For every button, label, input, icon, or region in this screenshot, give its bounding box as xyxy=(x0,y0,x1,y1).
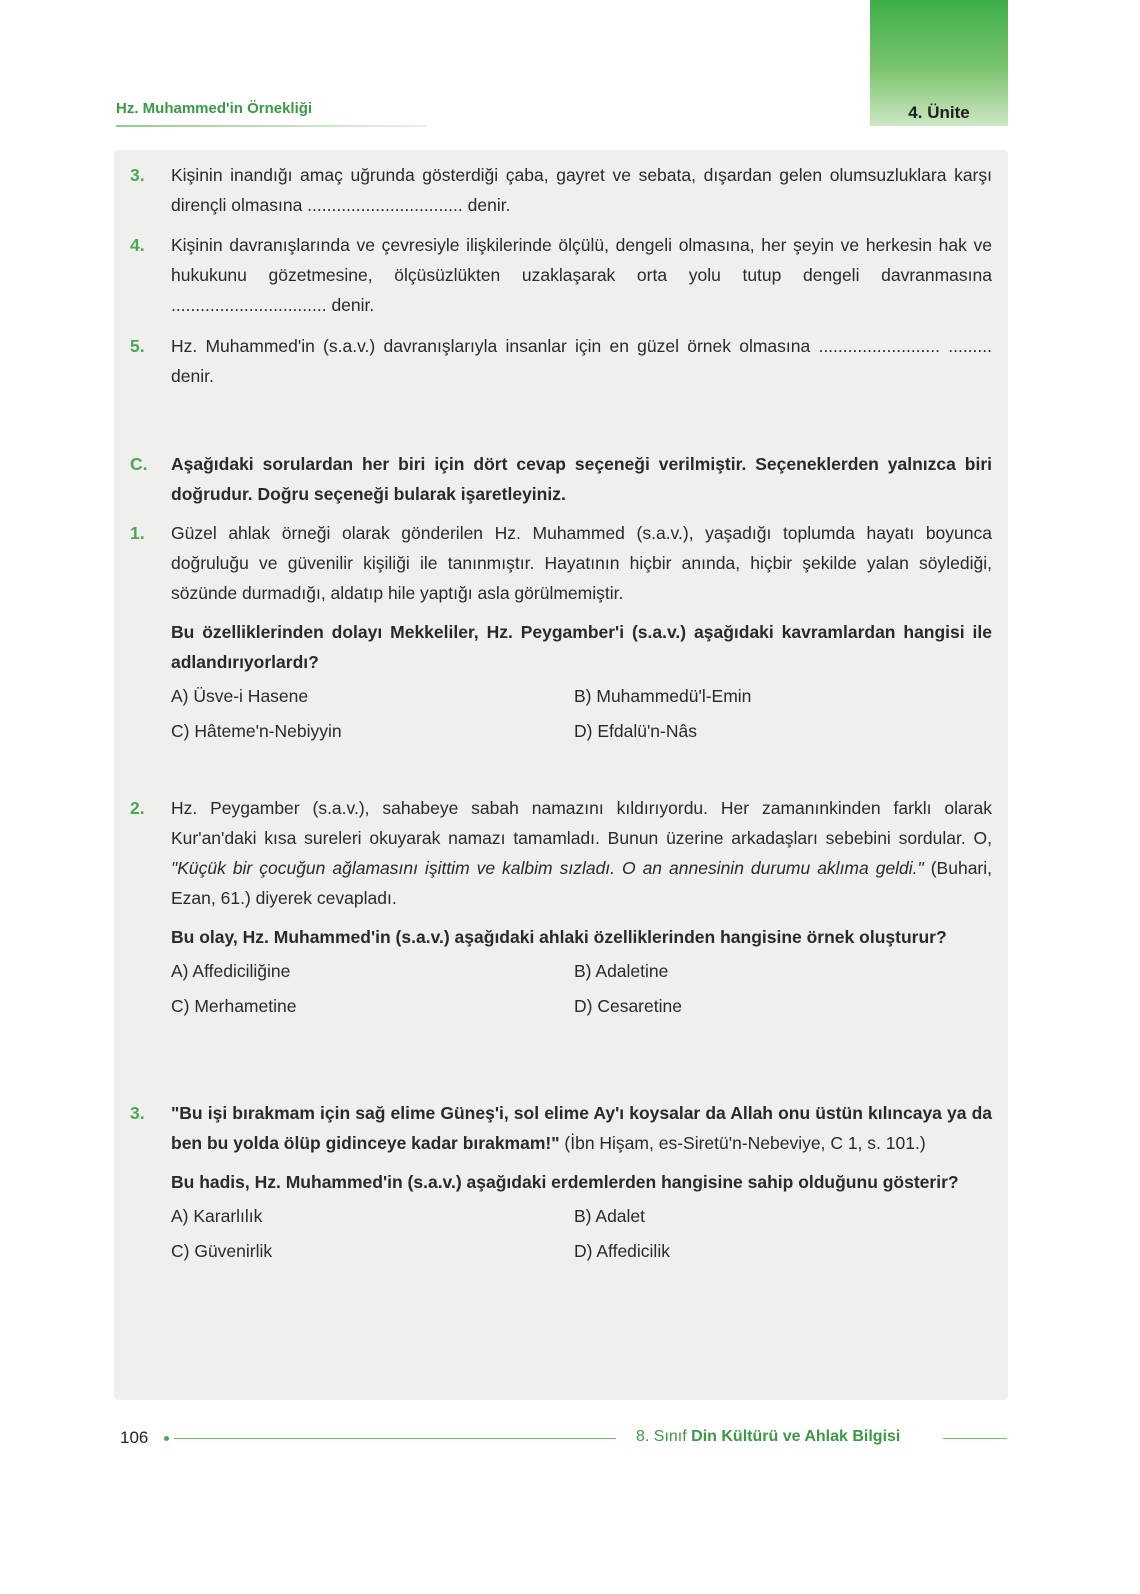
footer-divider-left xyxy=(174,1438,616,1439)
option-a[interactable]: A) Üsve-i Hasene xyxy=(171,686,309,706)
section-c-instruction xyxy=(130,449,992,509)
option-b[interactable]: B) Adaletine xyxy=(574,961,669,981)
option-c[interactable]: C) Hâteme'n-Nebiyyin xyxy=(171,721,342,741)
option-d[interactable]: D) Cesaretine xyxy=(574,996,682,1016)
question-3 xyxy=(130,1098,992,1266)
book-title xyxy=(636,1428,900,1446)
footer-divider-right xyxy=(943,1438,1007,1439)
item-number: 5. xyxy=(130,336,145,356)
stem-quote: "Bu işi bırakmam için sağ elime Güneş'i, sol elime Ay'ı koysalar da Allah onu üstün kılıncaya ya da ben bu yolda ölüp gidinceye kadar bırakmam!" xyxy=(171,1103,992,1153)
footer-dot xyxy=(164,1436,169,1441)
question-number: 1. xyxy=(130,523,145,543)
answer-options xyxy=(171,1201,992,1266)
question-number: 2. xyxy=(130,798,145,818)
question-prompt: Bu özelliklerinden dolayı Mekkeliler, Hz. Peygamber'i (s.a.v.) aşağıdaki kavramlardan hangisi ile adlandırıyorlardı? xyxy=(171,622,992,672)
stem-text: Hz. Peygamber (s.a.v.), sahabeye sabah namazını kıldırıyordu. Her zamanınkinden farklı olarak Kur'an'daki kısa sureleri okuyarak namazı tamamladı. Bunun üzerine arkadaşları sebebini sordular. O, xyxy=(171,798,992,848)
fill-item-3 xyxy=(130,160,992,220)
option-b[interactable]: B) Muhammedü'l-Emin xyxy=(574,686,752,706)
question-prompt: Bu olay, Hz. Muhammed'in (s.a.v.) aşağıdaki ahlaki özelliklerinden hangisine örnek oluşturur? xyxy=(171,927,947,947)
option-b[interactable]: B) Adalet xyxy=(574,1206,646,1226)
item-text: Hz. Muhammed'in (s.a.v.) davranışlarıyla insanlar için en güzel örnek olmasına ......................... ......... denir. xyxy=(171,336,992,386)
question-stem xyxy=(171,1098,992,1158)
question-1 xyxy=(130,518,992,746)
stem-source: (İbn Hişam, es-Siretü'n-Nebeviye, C 1, s. 101.) xyxy=(559,1133,926,1153)
item-text: Kişinin davranışlarında ve çevresiyle ilişkilerinde ölçülü, dengeli olmasına, her şeyin ve herkesin hak ve hukukunu gözetmesine, ölçüsüzlükten uzaklaşarak orta yolu tutup dengeli davranmasına ................................ denir. xyxy=(171,235,992,315)
answer-options xyxy=(171,681,992,746)
fill-item-5 xyxy=(130,331,992,391)
option-a[interactable]: A) Affediciliğine xyxy=(171,961,291,981)
section-letter: C. xyxy=(130,454,148,474)
stem-quote: "Küçük bir çocuğun ağlamasını işittim ve kalbim sızladı. O an annesinin durumu aklıma geldi." xyxy=(171,858,924,878)
item-text: Kişinin inandığı amaç uğrunda gösterdiği çaba, gayret ve sebata, dışardan gelen olumsuzluklara karşı dirençli olmasına ................................ denir. xyxy=(171,165,992,215)
question-stem: Güzel ahlak örneği olarak gönderilen Hz. Muhammed (s.a.v.), yaşadığı toplumda hayatı boyunca doğruluğu ve güvenilir kişiliği ile tanınmıştır. Hayatının hiçbir anında, hiçbir şekilde yalan söylediği, sözünde durmadığı, aldatıp hile yaptığı asla görülmemiştir. xyxy=(171,523,992,603)
stem-source: (Buhari, Ezan, 61.) diyerek cevapladı. xyxy=(171,858,993,908)
instruction-text: Aşağıdaki sorulardan her biri için dört cevap seçeneği verilmiştir. Seçeneklerden yalnızca biri doğrudur. Doğru seçeneği bularak işaretleyiniz. xyxy=(171,454,992,504)
question-prompt: Bu hadis, Hz. Muhammed'in (s.a.v.) aşağıdaki erdemlerden hangisine sahip olduğunu gösterir? xyxy=(171,1172,959,1192)
question-number: 3. xyxy=(130,1103,145,1123)
unit-label: 4. Ünite xyxy=(908,103,970,122)
book-subject: Din Kültürü ve Ahlak Bilgisi xyxy=(691,1428,901,1445)
page-number: 106 xyxy=(120,1428,149,1447)
item-number: 3. xyxy=(130,165,145,185)
option-c[interactable]: C) Merhametine xyxy=(171,996,297,1016)
chapter-title: Hz. Muhammed'in Örnekliği xyxy=(116,100,313,117)
option-c[interactable]: C) Güvenirlik xyxy=(171,1241,273,1261)
question-stem xyxy=(171,793,992,913)
fill-item-4 xyxy=(130,230,992,320)
option-d[interactable]: D) Affedicilik xyxy=(574,1241,670,1261)
header-divider xyxy=(116,125,426,127)
item-number: 4. xyxy=(130,235,145,255)
book-grade: 8. Sınıf xyxy=(636,1428,687,1445)
option-a[interactable]: A) Kararlılık xyxy=(171,1206,263,1226)
answer-options xyxy=(171,956,992,1021)
option-d[interactable]: D) Efdalü'n-Nâs xyxy=(574,721,697,741)
question-2 xyxy=(130,793,992,1021)
